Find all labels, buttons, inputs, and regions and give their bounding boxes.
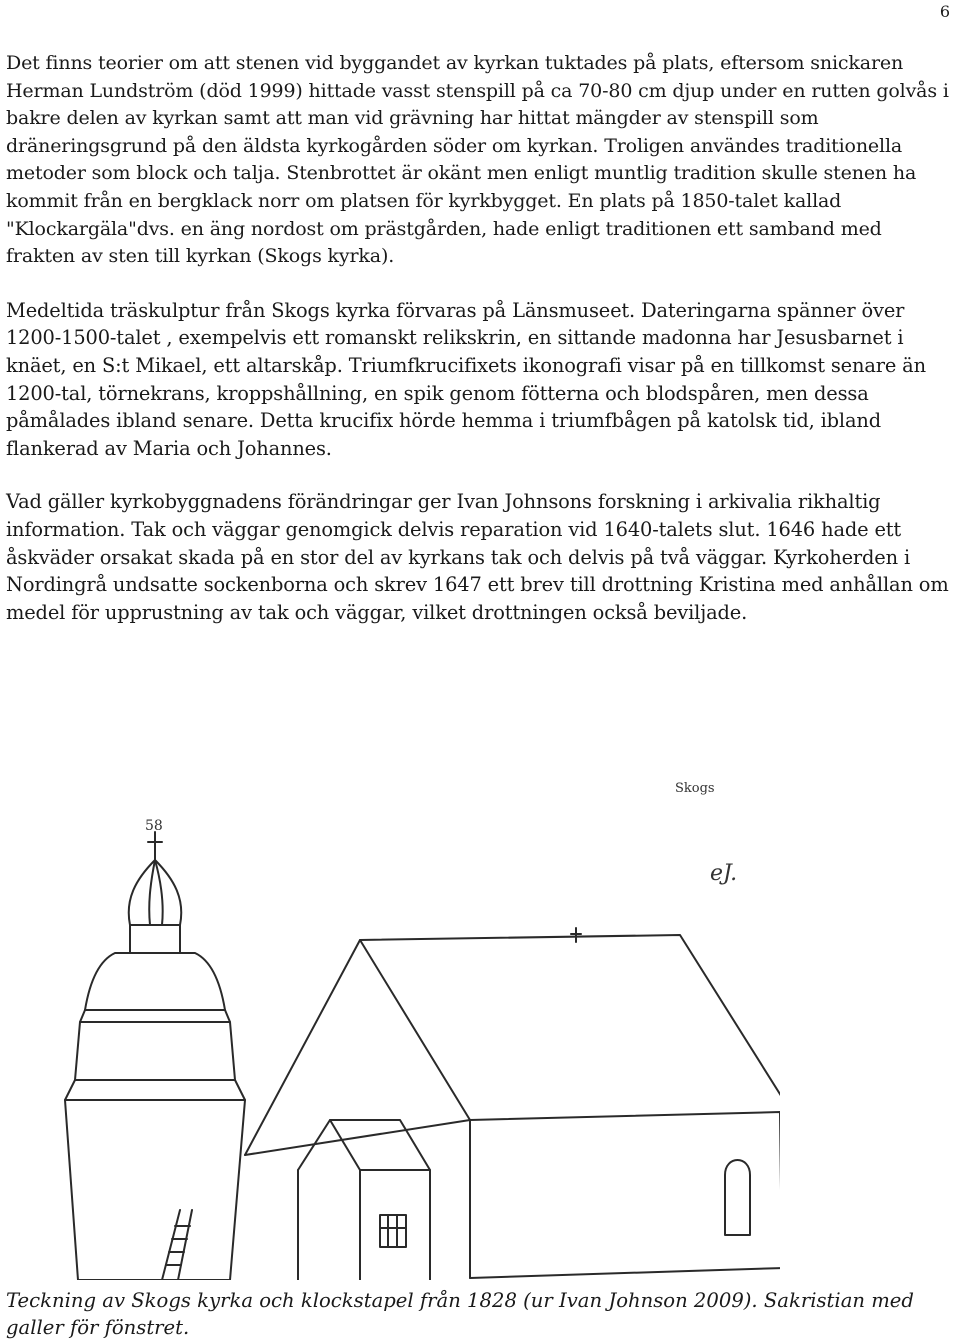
- drawing-annotation-year: 58: [145, 818, 163, 834]
- paragraph-sculpture: Medeltida träskulptur från Skogs kyrka förvaras på Länsmuseet. Dateringarna spänner över 1200-1500-talet , exempelvis ett romanskt relikskrin, en sittande madonna har Jesusbarnet i knäet, en S:t Mikael, ett altarskåp. Triumfkrucifixets ikonografi visar på en tillkomst senare än 1200-tal, törnekrans, kroppshållning, en spik genom fötterna och blodspåren, men dessa påmålades ibland senare. Detta krucifix hörde hemma i triumfbågen på katolsk tid, ibland flankerad av Maria och Johannes.: [6, 298, 926, 460]
- body-text: [6, 50, 952, 652]
- church-drawing: [30, 760, 780, 1280]
- church-sketch: [245, 928, 780, 1280]
- drawing-annotation-initials: eJ.: [710, 861, 738, 886]
- bell-tower-sketch: [65, 832, 245, 1280]
- paragraph-stone-quarry: Det finns teorier om att stenen vid byggandet av kyrkan tuktades på plats, eftersom snickaren Herman Lundström (död 1999) hittade vasst stenspill på ca 70-80 cm djup under en rutten golvås i bakre delen av kyrkan samt att man vid grävning har hittat mängder av stenspill som dräneringsgrund på den äldsta kyrkogården söder om kyrkan. Troligen användes traditionella metoder som block och talja. Stenbrottet är okänt men enligt muntlig tradition skulle stenen ha kommit från en bergklack norr om platsen för kyrkbygget. En plats på 1850-talet kallad "Klockargäla"dvs. en äng nordost om prästgården, hade enligt traditionen ett samband med frakten av sten till kyrkan (Skogs kyrka).: [6, 52, 949, 268]
- page-number: 6: [939, 2, 950, 21]
- drawing-annotation-top: Skogs: [675, 781, 715, 796]
- paragraph-building-changes: Vad gäller kyrkobyggnadens förändringar ger Ivan Johnsons forskning i arkivalia rikhaltig information. Tak och väggar genomgick delvis reparation vid 1640-talets slut. 1646 hade ett åskväder orsakat skada på en stor del av kyrkans tak och delvis på två väggar. Kyrkoherden i Nordingrå undsatte sockenborna och skrev 1647 ett brev till drottning Kristina med anhållan om medel för upprustning av tak och väggar, vilket drottningen också beviljade.: [6, 490, 949, 624]
- figure-caption: Teckning av Skogs kyrka och klockstapel från 1828 (ur Ivan Johnson 2009). Sakristian med galler för fönstret.: [6, 1289, 914, 1339]
